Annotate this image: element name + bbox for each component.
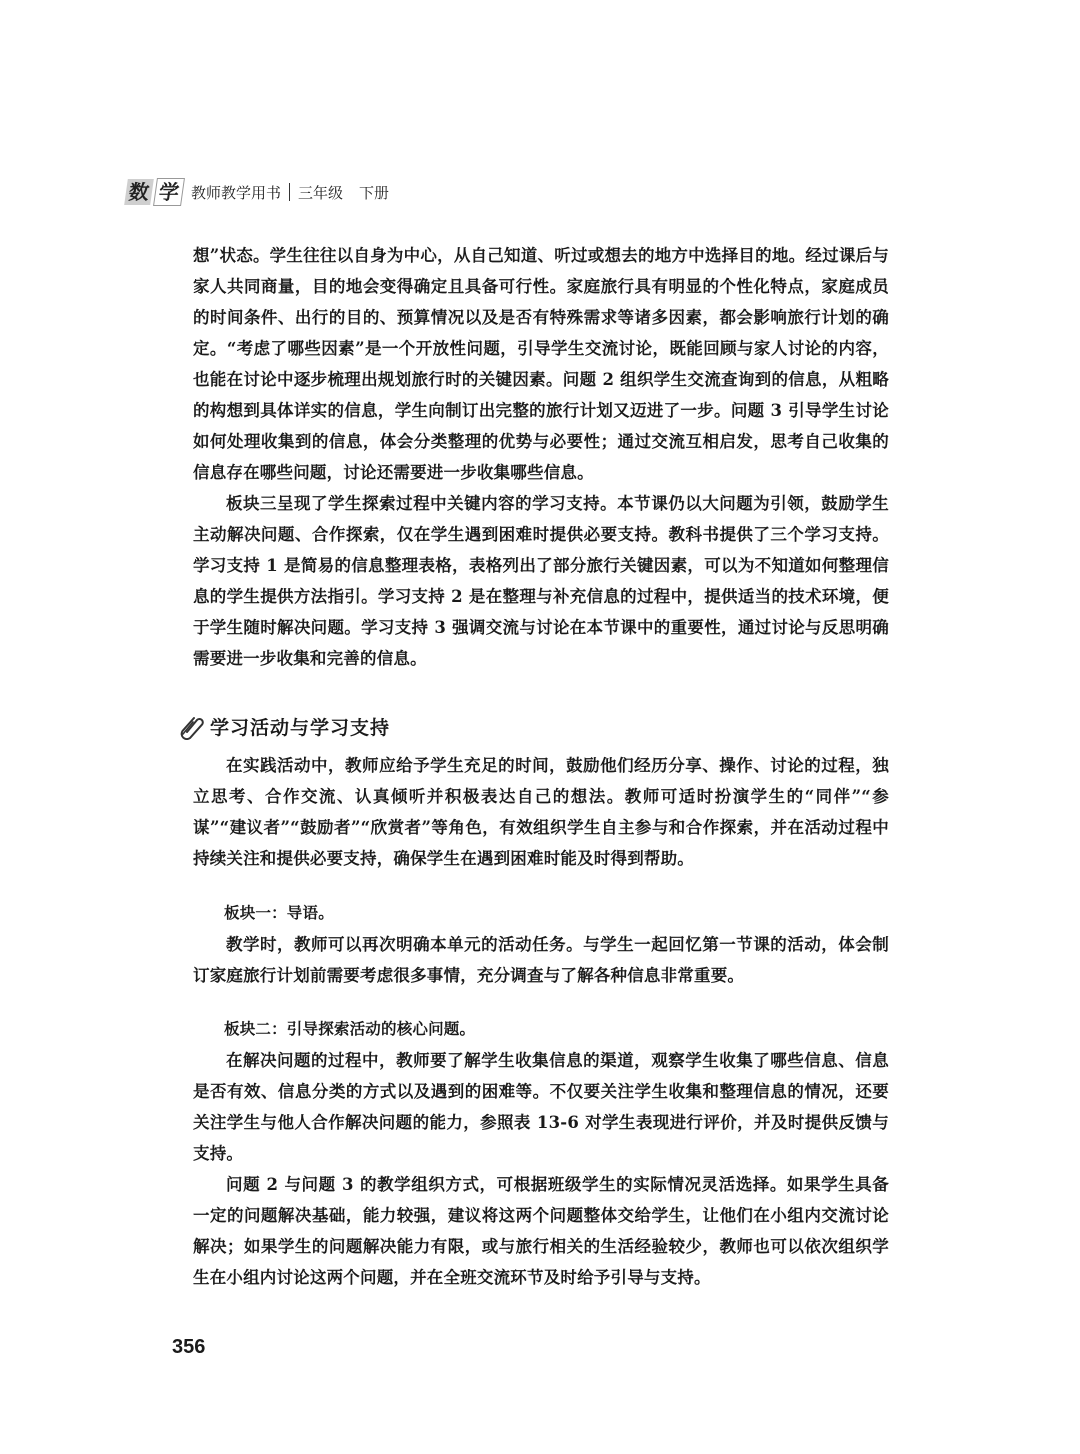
continued-paragraphs (193, 240, 889, 674)
paperclip-icon (178, 712, 206, 740)
block1-heading: 板块一：导语。 (224, 904, 334, 922)
grade-label: 三年级 (298, 183, 344, 202)
block1 (193, 898, 889, 991)
block2-text-2: 问题 2 与问题 3 的教学组织方式，可根据班级学生的实际情况灵活选择。如果学生具备一定的问题解决基础，能力较强，建议将这两个问题整体交给学生，让他们在小组内交流讨论解决；如果学生的问题解决能力有限，或与旅行相关的生活经验较少，教师也可以依次组织学生在小组内讨论这两个问题，并在全班交流环节及时给予引导与支持。 (193, 1175, 889, 1287)
paragraph-block3: 板块三呈现了学生探索过程中关键内容的学习支持。本节课仍以大问题为引领，鼓励学生主动解决问题、合作探索，仅在学生遇到困难时提供必要支持。教科书提供了三个学习支持。学习支持 1 是简易的信息整理表格，表格列出了部分旅行关键因素，可以为不知道如何整理信息的学生提供方法指引。学习支持 2 是在整理与补充信息的过程中，提供适当的技术环境，便于学生随时解决问题。学习支持 3 强调交流与讨论在本节课中的重要性，通过讨论与反思明确需要进一步收集和完善的信息。 (193, 494, 889, 668)
section-title: 学习活动与学习支持 (210, 716, 391, 739)
header-divider (289, 183, 290, 201)
block1-text: 教学时，教师可以再次明确本单元的活动任务。与学生一起回忆第一节课的活动，体会制订家庭旅行计划前需要考虑很多事情，充分调查与了解各种信息非常重要。 (193, 935, 889, 985)
block2-heading: 板块二：引导探索活动的核心问题。 (224, 1020, 476, 1038)
block2-text-1: 在解决问题的过程中，教师要了解学生收集信息的渠道，观察学生收集了哪些信息、信息是否有效、信息分类的方式以及遇到的困难等。不仅要关注学生收集和整理信息的情况，还要关注学生与他人合作解决问题的能力，参照表 13-6 对学生表现进行评价，并及时提供反馈与支持。 (193, 1051, 889, 1163)
section-intro: 在实践活动中，教师应给予学生充足的时间，鼓励他们经历分享、操作、讨论的过程，独立思考、合作交流、认真倾听并积极表达自己的想法。教师可适时扮演学生的“同伴”“参谋”“建议者”“鼓励者”“欣赏者”等角色，有效组织学生自主参与和合作探索，并在活动过程中持续关注和提供必要支持，确保学生在遇到困难时能及时得到帮助。 (193, 756, 889, 868)
page-number: 356 (172, 1336, 206, 1358)
paragraph-continued: 想”状态。学生往往以自身为中心，从自己知道、听过或想去的地方中选择目的地。经过课后与家人共同商量，目的地会变得确定且具备可行性。家庭旅行具有明显的个性化特点，家庭成员的时间条件、出行的目的、预算情况以及是否有特殊需求等诸多因素，都会影响旅行计划的确定。“考虑了哪些因素”是一个开放性问题，引导学生交流讨论，既能回顾与家人讨论的内容，也能在讨论中逐步梳理出规划旅行时的关键因素。问题 2 组织学生交流查询到的信息，从粗略的构想到具体详实的信息，学生向制订出完整的旅行计划又迈进了一步。问题 3 引导学生讨论如何处理收集到的信息，体会分类整理的优势与必要性；通过交流互相启发，思考自己收集的信息存在哪些问题，讨论还需要进一步收集哪些信息。 (193, 246, 889, 482)
volume-label: 下册 (359, 183, 390, 202)
running-header (126, 176, 389, 208)
subject-logo (126, 178, 183, 206)
book-title: 教师教学用书 (191, 183, 282, 202)
block2 (193, 1014, 889, 1293)
logo-char-1: 数 (124, 179, 154, 205)
logo-char-2: 学 (153, 178, 185, 206)
section-heading (178, 712, 390, 740)
section-intro-block (193, 750, 889, 874)
